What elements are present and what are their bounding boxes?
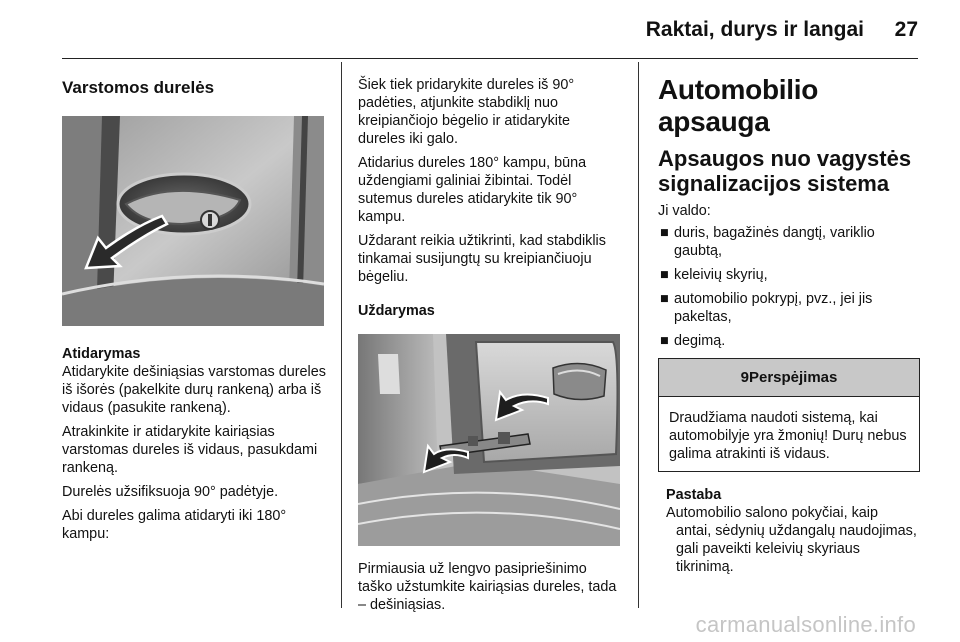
column-1 [62,62,327,549]
paragraph: Durelės užsifiksuoja 90° padėtyje. [62,484,279,500]
note-line-1: Automobilio salono pokyčiai, kaip [666,505,878,521]
list-item: ■ duris, bagažinės dangtį, variklio gaubtą, [660,225,875,259]
note-line-rest: antai, sėdynių uždangalų naudojimas, gali paveikti keleivių skyriaus tikrinimą. [676,523,917,575]
bullet-icon: ■ [660,291,669,307]
bullet-icon: ■ [660,267,669,283]
rear-door-illustration [358,334,620,546]
intro-text: Ji valdo: [658,203,711,219]
warning-box [658,358,920,472]
bullet-icon: ■ [660,333,669,349]
photo-caption: Pirmiausia už lengvo pasipriešinimo taško užstumkite kairiąsias dureles, tada – dešiniąsias. [358,561,617,613]
door-handle-photo [62,116,324,326]
paragraph: Atrakinkite ir atidarykite kairiąsias varstomas dureles iš vidaus, pasukdami rankeną. [62,424,318,476]
section-heading: Apsaugos nuo vagystės signalizacijos sistema [658,146,912,196]
subhead-closing: Uždarymas [358,303,435,319]
watermark: carmanualsonline.info [695,612,916,637]
bullet-icon: ■ [660,225,669,241]
list-item: ■ automobilio pokrypį, pvz., jei jis pakeltas, [660,291,873,325]
note-title: Pastaba [666,487,722,503]
page-number: 27 [894,18,918,41]
warning-header [659,359,919,397]
paragraph: Uždarant reikia užtikrinti, kad stabdiklis tinkamai susijungtų su kreipiančiuoju bėgeliu. [358,233,606,285]
paragraph: Abi dureles galima atidaryti iki 180° kampu: [62,508,287,542]
chapter-heading: Automobilio apsauga [658,74,818,137]
column-2 [358,62,620,620]
rear-door-photo [358,334,620,546]
column-divider [341,62,342,608]
note-text [658,504,920,576]
warning-text: Draudžiama naudoti sistemą, kai automobilyje yra žmonių! Durų nebus galima atrakinti iš vidaus. [669,410,907,462]
header-rule [62,58,918,59]
list-item: ■ keleivių skyrių, [660,267,768,283]
warning-title: Perspėjimas [748,369,838,386]
paragraph: Šiek tiek pridarykite dureles iš 90° padėties, atjunkite stabdiklį nuo kreipiančiojo bėgelio ir atidarykite dureles iki galo. [358,77,575,147]
bullet-list [658,224,920,350]
list-item: ■ degimą. [660,333,726,349]
warning-icon: 9 [740,369,749,386]
paragraph: Atidarykite dešiniąsias varstomas dureles iš išorės (pakelkite durų rankeną) arba iš vidaus (pasukite rankeną). [62,364,326,416]
page-header-title: Raktai, durys ir langai [645,18,864,41]
paragraph: Atidarius dureles 180° kampu, būna uždengiami galiniai žibintai. Todėl sutemus dureles atidarykite tik 90° kampu. [358,155,587,225]
door-handle-illustration [62,116,324,326]
subhead-opening: Atidarymas [62,346,141,362]
column-3 [658,62,920,576]
section-title: Varstomos durelės [62,78,215,97]
column-divider [638,62,639,608]
